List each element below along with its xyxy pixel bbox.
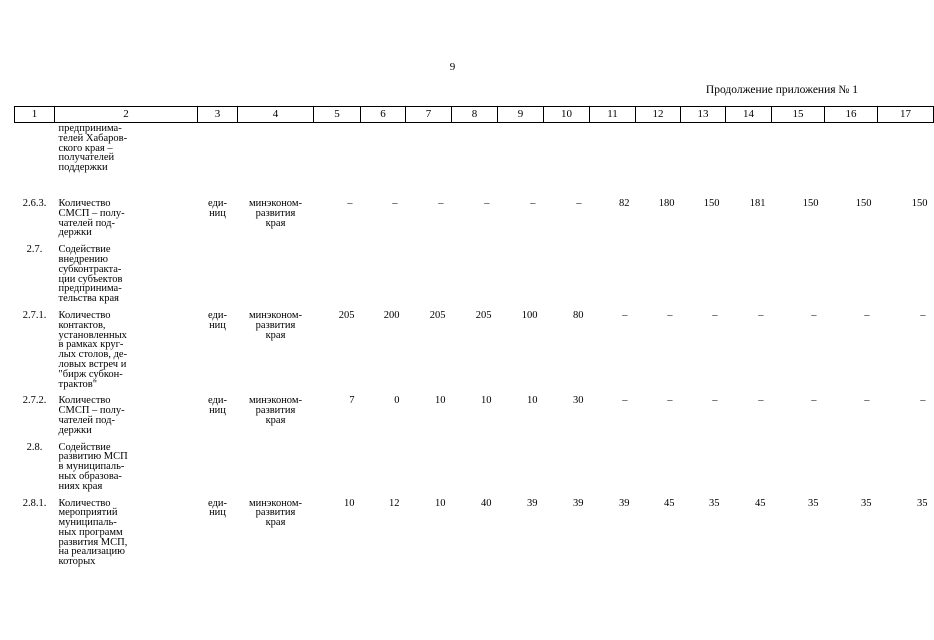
table-cell: 180	[658, 197, 675, 209]
table-cell	[681, 442, 726, 492]
table-cell: –	[622, 395, 628, 407]
table-row	[15, 198, 934, 238]
column-header: 12	[636, 107, 681, 123]
table-cell	[590, 442, 636, 492]
table-cell: 7	[349, 395, 355, 407]
table-cell	[681, 244, 726, 304]
header-row	[15, 107, 934, 123]
gap-cell	[15, 567, 934, 573]
table-cell	[636, 244, 681, 304]
table-cell: 2.7.	[26, 244, 43, 256]
table-cell: Количество контактов, установленных в рамках круг- лых столов, де- ловых встреч и "бирж субкон- трактов"	[58, 309, 128, 390]
table-cell: –	[920, 309, 926, 321]
table-cell: –	[864, 309, 870, 321]
table-cell: 45	[755, 497, 766, 509]
table-cell	[452, 123, 498, 173]
table-cell: 150	[703, 197, 720, 209]
table-cell	[498, 244, 544, 304]
table-row	[15, 498, 934, 568]
table-cell: –	[667, 309, 673, 321]
table-cell	[406, 442, 452, 492]
column-header: 4	[238, 107, 314, 123]
table-cell	[198, 442, 238, 492]
table-cell: 0	[394, 395, 400, 407]
table-cell: 80	[573, 309, 584, 321]
table-cell: 2.8.	[26, 441, 43, 453]
data-table	[14, 106, 934, 573]
column-header: 16	[825, 107, 878, 123]
table-cell	[452, 442, 498, 492]
column-header: 8	[452, 107, 498, 123]
table-cell: еди- ниц	[208, 309, 227, 331]
table-cell	[198, 123, 238, 173]
table-cell	[825, 244, 878, 304]
table-cell: 82	[619, 197, 630, 209]
table-cell: 10	[344, 497, 355, 509]
table-cell: Содействие развитию МСП в муниципаль- ных образова- ниях края	[58, 441, 128, 492]
row-gap	[15, 567, 934, 573]
table-cell: 35	[917, 497, 928, 509]
table-cell: –	[758, 395, 764, 407]
table-cell	[544, 244, 590, 304]
table-cell: еди- ниц	[208, 197, 227, 219]
table-cell	[314, 442, 361, 492]
table-cell: минэконом- развития края	[248, 497, 303, 529]
table-cell: 2.8.1.	[22, 497, 47, 509]
table-cell	[238, 442, 314, 492]
table-cell	[406, 244, 452, 304]
table-cell	[314, 123, 361, 173]
table-row	[15, 123, 934, 173]
table-cell: –	[811, 395, 817, 407]
table-body	[15, 123, 934, 574]
table-cell: 12	[389, 497, 400, 509]
column-header: 2	[55, 107, 198, 123]
table-cell: 10	[527, 395, 538, 407]
table-cell: –	[811, 309, 817, 321]
table-cell	[726, 442, 772, 492]
table-cell	[498, 123, 544, 173]
page-number: 9	[449, 61, 456, 73]
table-cell	[361, 123, 406, 173]
table-cell: 150	[855, 197, 872, 209]
table-cell	[406, 123, 452, 173]
table-cell	[544, 442, 590, 492]
table-cell: 205	[338, 309, 355, 321]
column-header: 15	[772, 107, 825, 123]
table-cell	[15, 123, 55, 173]
table-cell	[361, 442, 406, 492]
column-header: 7	[406, 107, 452, 123]
table-cell	[726, 244, 772, 304]
column-header: 10	[544, 107, 590, 123]
table-cell: –	[758, 309, 764, 321]
table-cell: –	[438, 197, 444, 209]
table-cell	[590, 123, 636, 173]
table-cell: 30	[573, 395, 584, 407]
table-cell	[636, 123, 681, 173]
table-cell: еди- ниц	[208, 395, 227, 417]
table-cell	[498, 442, 544, 492]
table-cell: –	[347, 197, 353, 209]
table-cell	[772, 442, 825, 492]
table-cell: 35	[808, 497, 819, 509]
column-header: 5	[314, 107, 361, 123]
table-cell: предпринима- телей Хабаров- ского края – получателей поддержки	[58, 123, 128, 174]
table-cell: 205	[475, 309, 492, 321]
continuation-label: Продолжение приложения № 1	[705, 84, 858, 96]
table-cell: 2.6.3.	[22, 197, 47, 209]
table-cell: 45	[664, 497, 675, 509]
table-cell	[681, 123, 726, 173]
table-cell: 150	[911, 197, 928, 209]
table-cell	[238, 123, 314, 173]
table-cell: 150	[802, 197, 819, 209]
table-cell	[361, 244, 406, 304]
table-cell: минэконом- развития края	[248, 309, 303, 341]
table-cell: 39	[527, 497, 538, 509]
table-cell: –	[712, 395, 718, 407]
table-cell: Количество мероприятий муниципаль- ных программ развития МСП, на реализацию которых	[58, 497, 128, 568]
table-cell: –	[667, 395, 673, 407]
table-cell: 205	[429, 309, 446, 321]
table-cell	[544, 123, 590, 173]
table-row	[15, 442, 934, 492]
table-cell: Количество СМСП – полу- чателей под- держки	[58, 197, 125, 239]
table-cell: –	[712, 309, 718, 321]
table-cell: –	[920, 395, 926, 407]
table-cell: минэконом- развития края	[248, 395, 303, 426]
table-cell: 40	[481, 497, 492, 509]
table-cell: –	[864, 395, 870, 407]
table-cell: 39	[573, 497, 584, 509]
table-cell	[772, 244, 825, 304]
table-cell	[452, 244, 498, 304]
table-cell: 39	[619, 497, 630, 509]
column-header: 9	[498, 107, 544, 123]
table-cell	[636, 442, 681, 492]
table-cell	[825, 442, 878, 492]
spacer-cell	[15, 173, 934, 198]
table-cell: –	[392, 197, 398, 209]
column-header: 13	[681, 107, 726, 123]
table-cell	[878, 442, 934, 492]
table-cell: 35	[861, 497, 872, 509]
table-row	[15, 244, 934, 304]
table-cell: 2.7.2.	[22, 395, 47, 407]
table-cell: 200	[383, 309, 400, 321]
table-cell: 10	[481, 395, 492, 407]
table-cell: 181	[749, 197, 766, 209]
column-header: 14	[726, 107, 772, 123]
table-cell	[314, 244, 361, 304]
table-cell: –	[484, 197, 490, 209]
table-cell: 2.7.1.	[22, 309, 47, 321]
table-cell	[878, 123, 934, 173]
column-header: 3	[198, 107, 238, 123]
table-cell: –	[622, 309, 628, 321]
table-cell: –	[530, 197, 536, 209]
table-cell: 100	[521, 309, 538, 321]
table-cell	[590, 244, 636, 304]
column-header: 17	[878, 107, 934, 123]
table-cell: 35	[709, 497, 720, 509]
table-cell: 10	[435, 497, 446, 509]
column-header: 1	[15, 107, 55, 123]
table-cell: Содействие внедрению субконтракта- ции субъектов предпринима- тельства края	[58, 244, 123, 305]
table-cell	[726, 123, 772, 173]
table-cell: 10	[435, 395, 446, 407]
table-cell	[198, 244, 238, 304]
table-cell: –	[576, 197, 582, 209]
table-cell	[772, 123, 825, 173]
table-cell: Количество СМСП – полу- чателей под- держки	[58, 395, 125, 436]
column-header: 6	[361, 107, 406, 123]
row-spacer	[15, 173, 934, 198]
table-row	[15, 310, 934, 389]
table-row	[15, 395, 934, 435]
table-cell	[238, 244, 314, 304]
column-header: 11	[590, 107, 636, 123]
table-cell: еди- ниц	[208, 497, 227, 519]
table-cell: минэконом- развития края	[248, 197, 303, 229]
table-cell	[878, 244, 934, 304]
table-cell	[825, 123, 878, 173]
